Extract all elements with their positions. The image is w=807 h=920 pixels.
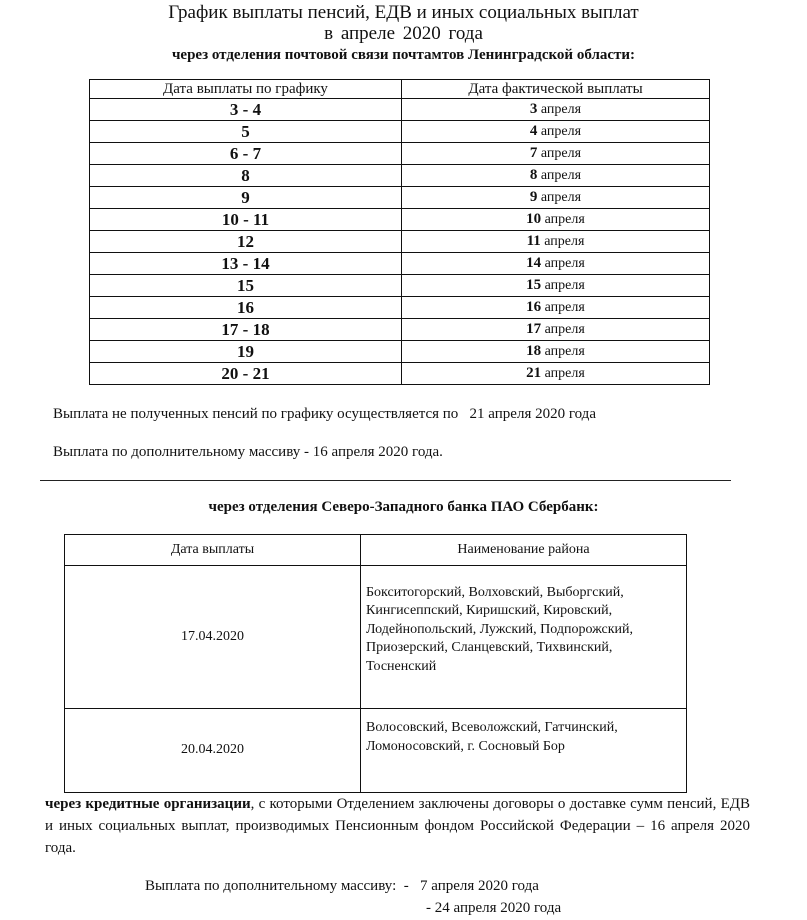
note-additional-array: Выплата по дополнительному массиву - 16 апреля 2020 года.	[53, 444, 443, 460]
actual-date-cell	[402, 209, 710, 231]
actual-month: апреля	[540, 124, 582, 139]
column-header-actual: Дата фактической выплаты	[402, 80, 710, 99]
district-list-cell	[361, 709, 687, 793]
scheduled-date-cell: 16	[90, 297, 402, 319]
table-row	[90, 165, 710, 187]
payment-date-cell: 17.04.2020	[65, 566, 361, 709]
table-row	[90, 319, 710, 341]
actual-month: апреля	[544, 234, 585, 249]
actual-date-cell	[402, 165, 710, 187]
payment-date-cell: 20.04.2020	[65, 709, 361, 793]
table-row	[90, 209, 710, 231]
additional-array-line-1: Выплата по дополнительному массиву: - 7 апреля 2020 года	[145, 878, 539, 894]
actual-day: 18	[526, 343, 542, 359]
table-row	[90, 341, 710, 363]
sber-section-heading: через отделения Северо-Западного банка ПАО Сбербанк:	[208, 499, 599, 515]
actual-date-cell	[402, 253, 710, 275]
actual-month: апреля	[544, 278, 585, 293]
scheduled-date-cell: 9	[90, 187, 402, 209]
table-row	[90, 253, 710, 275]
actual-date-cell	[402, 99, 710, 121]
actual-date-cell	[402, 297, 710, 319]
scheduled-date-cell: 17 - 18	[90, 319, 402, 341]
district-line: Кингисеппский, Киришский, Кировский,	[366, 603, 613, 619]
actual-day: 16	[526, 299, 542, 315]
actual-day: 11	[526, 233, 541, 249]
table-row	[90, 143, 710, 165]
district-line: Приозерский, Сланцевский, Тихвинский,	[366, 640, 613, 656]
actual-date-cell	[402, 319, 710, 341]
actual-day: 21	[526, 365, 542, 381]
table-header-row	[90, 80, 710, 99]
table-row	[90, 99, 710, 121]
actual-day: 9	[529, 189, 538, 205]
actual-date-cell	[402, 187, 710, 209]
table-row	[90, 187, 710, 209]
actual-month: апреля	[544, 344, 585, 359]
district-line: Бокситогорский, Волховский, Выборгский,	[366, 584, 624, 600]
table-row	[65, 709, 687, 793]
actual-day: 17	[526, 321, 542, 337]
actual-day: 14	[526, 255, 542, 271]
document-title: График выплаты пенсий, ЕДВ и иных социальных выплат	[168, 2, 639, 23]
actual-month: апреля	[544, 322, 585, 337]
column-header-scheduled: Дата выплаты по графику	[90, 80, 402, 99]
scheduled-date-cell: 6 - 7	[90, 143, 402, 165]
actual-date-cell	[402, 363, 710, 385]
scheduled-date-cell: 8	[90, 165, 402, 187]
scheduled-date-cell: 13 - 14	[90, 253, 402, 275]
scheduled-date-cell: 19	[90, 341, 402, 363]
table-row	[90, 363, 710, 385]
district-line: Ломоносовский, г. Сосновый Бор	[366, 738, 565, 754]
credit-text: , с которыми Отделением заключены договоры о доставке сумм пенсий, ЕДВ и иных социальных выплат, производимых Пенсионным фондом Российской Федерации – 16 апреля 2020 года.	[45, 796, 750, 856]
actual-month: апреля	[544, 256, 585, 271]
table-row	[90, 275, 710, 297]
actual-date-cell	[402, 231, 710, 253]
table-header-row	[65, 535, 687, 566]
table-row	[65, 566, 687, 709]
post-schedule-table	[89, 79, 710, 385]
table-row	[90, 297, 710, 319]
actual-date-cell	[402, 341, 710, 363]
actual-day: 3	[529, 101, 538, 117]
actual-month: апреля	[540, 102, 582, 117]
district-line: Лодейнопольский, Лужский, Подпорожский,	[366, 621, 634, 637]
actual-day: 7	[529, 145, 538, 161]
scheduled-date-cell: 3 - 4	[90, 99, 402, 121]
actual-date-cell	[402, 143, 710, 165]
scheduled-date-cell: 5	[90, 121, 402, 143]
actual-day: 15	[526, 277, 542, 293]
district-list-cell	[361, 566, 687, 709]
post-section-heading: через отделения почтовой связи почтамтов Ленинградской области:	[171, 47, 636, 63]
actual-date-cell	[402, 121, 710, 143]
district-line: Тосненский	[366, 658, 437, 674]
actual-day: 4	[529, 123, 538, 139]
credit-lead-bold: через кредитные организации	[45, 796, 251, 812]
actual-month: апреля	[540, 168, 582, 183]
document-subtitle: в апреле 2020 года	[324, 23, 483, 44]
scheduled-date-cell: 10 - 11	[90, 209, 402, 231]
scheduled-date-cell: 12	[90, 231, 402, 253]
table-row	[90, 121, 710, 143]
actual-month: апреля	[540, 146, 582, 161]
district-line: Волосовский, Всеволожский, Гатчинский,	[366, 720, 618, 735]
actual-day: 10	[526, 211, 542, 227]
column-header-date: Дата выплаты	[65, 535, 361, 566]
actual-date-cell	[402, 275, 710, 297]
column-header-district: Наименование района	[361, 535, 687, 566]
table-row	[90, 231, 710, 253]
scheduled-date-cell: 15	[90, 275, 402, 297]
section-divider	[40, 480, 731, 481]
actual-month: апреля	[544, 366, 585, 381]
actual-day: 8	[529, 167, 538, 183]
actual-month: апреля	[544, 212, 585, 227]
credit-organizations-paragraph	[45, 793, 750, 859]
actual-month: апреля	[544, 300, 585, 315]
scheduled-date-cell: 20 - 21	[90, 363, 402, 385]
actual-month: апреля	[540, 190, 582, 205]
additional-array-line-2: - 24 апреля 2020 года	[426, 900, 562, 916]
sber-schedule-table	[64, 534, 687, 793]
note-unpaid-pensions: Выплата не полученных пенсий по графику осуществляется по 21 апреля 2020 года	[53, 406, 596, 422]
